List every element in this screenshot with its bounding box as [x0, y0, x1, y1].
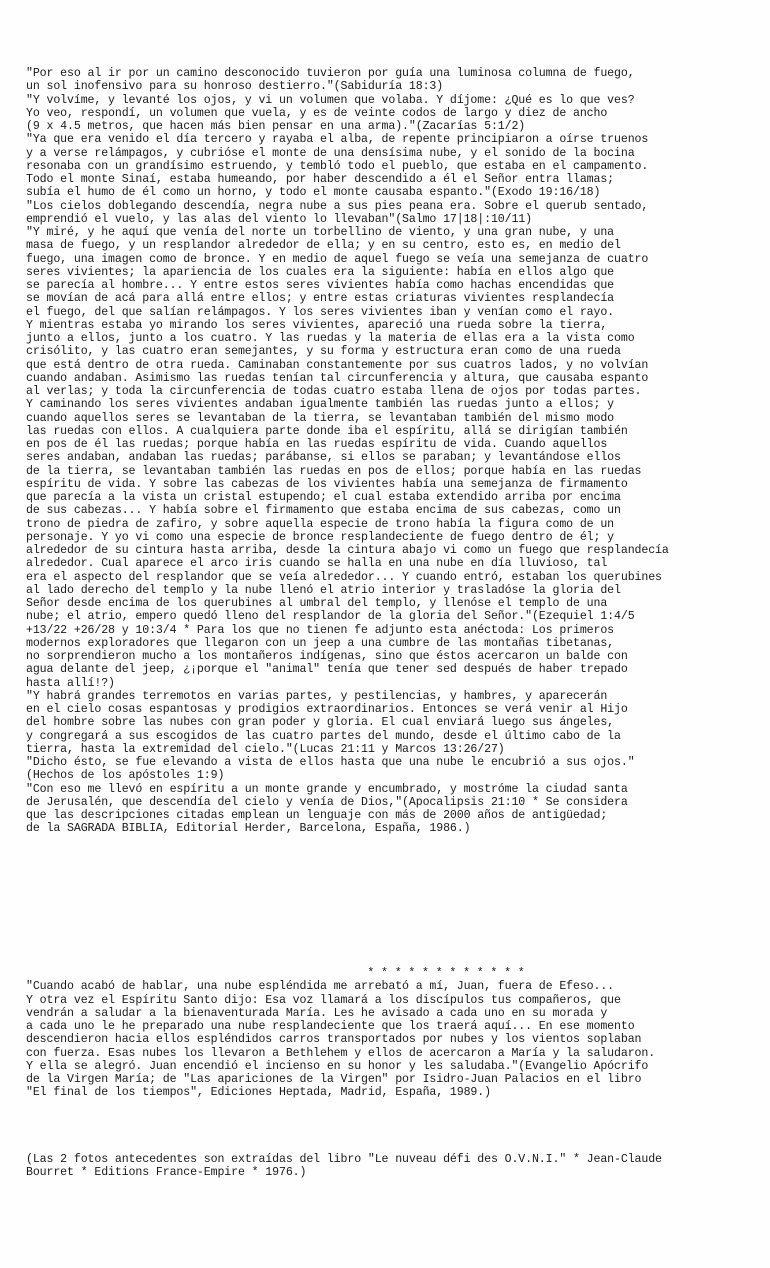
text-line: se movían de acá para allá entre ellos; y entre estas criaturas vivientes resplandecía	[26, 292, 615, 306]
text-line: tierra, hasta la extremidad del cielo."(Lucas 21:11 y Marcos 13:26/27)	[26, 742, 505, 756]
text-line: un sol inofensivo para su honroso destierro."(Sabiduría 18:3)	[26, 80, 444, 94]
text-line: Bourret * Editions France-Empire * 1976.)	[26, 1166, 307, 1180]
text-line: "Dicho ésto, se fue elevando a vista de ellos hasta que una nube le encubrió a sus ojos."	[26, 756, 635, 769]
text-line: cuando aquellos seres se levantaban de la tierra, se levantaban también del mismo modo	[26, 411, 615, 425]
text-line: se parecía al hombre... Y entre estos seres vivientes había como hachas encendidas que	[26, 279, 615, 292]
text-line: al lado derecho del templo y la nube llenó el atrio interior y trasladóse la gloria del	[26, 583, 621, 597]
text-line: emprendió el vuelo, y las alas del viento lo llevaban"(Salmo 17|18|:10/11)	[26, 212, 532, 226]
text-line: vendrán a saludar a la bienaventurada María. Les he avisado a cada uno en su morada y	[26, 1006, 608, 1020]
scripture-quotations	[26, 67, 726, 836]
text-line: a cada uno le he preparado una nube resplandeciente que los traerá aquí... En ese momento	[26, 1020, 635, 1033]
text-line: "Los cielos doblegando descendía, negra nube a sus pies peana era. Sobre el querub sentado,	[26, 199, 649, 213]
text-line: (9 x 4.5 metros, que hacen más bien pensar en una arma)."(Zacarías 5:1/2)	[26, 120, 526, 133]
text-line: Yo veo, respondí, un volumen que vuela, y es de veinte codos de largo y diez de ancho	[26, 106, 608, 120]
text-line: era el aspecto del resplandor que se veía alrededor... Y cuando entró, estaban los querubines	[26, 570, 662, 584]
text-line: alrededor. Cual aparece el arco iris cuando se halla en una nube en día lluvioso, tal	[26, 557, 608, 571]
text-line: de sus cabezas... Y había sobre el firmamento que estaba encima de sus cabezas, como un	[26, 504, 621, 518]
text-line: de Jerusalén, que descendía del cielo y venía de Dios,"(Apocalipsis 21:10 * Se considera	[26, 795, 628, 809]
text-line: de la Virgen María; de "Las apariciones de la Virgen" por Isidro-Juan Palacios en el libro	[26, 1073, 642, 1086]
text-line: de la tierra, se levantaban también las ruedas en pos de ellos; porque había en las ruedas	[26, 464, 642, 478]
text-line: no sorprendieron mucho a los montañeros indígenas, sino que éstos acercaron un balde con	[26, 650, 628, 663]
text-line: Y otra vez el Espíritu Santo dijo: Esa voz llamará a los discípulos tus compañeros, que	[26, 993, 621, 1007]
text-line: que parecía a la vista un cristal estupendo; el cual estaba extendido arriba por encima	[26, 491, 621, 504]
text-line: Y mientras estaba yo mirando los seres vivientes, apareció una rueda sobre la tierra,	[26, 318, 608, 332]
text-line: resonaba con un grandísimo estruendo, y tembló todo el pueblo, que estaba en el campamento.	[26, 159, 649, 173]
text-line: "Cuando acabó de hablar, una nube espléndida me arrebató a mí, Juan, fuera de Efeso...	[26, 980, 615, 994]
separator-stars: * * * * * * * * * * * *	[367, 967, 525, 980]
text-line: (Las 2 fotos antecedentes son extraídas del libro "Le nuveau défi des O.V.N.I." * Jean-Claude	[26, 1153, 662, 1166]
text-line: Todo el monte Sinaí, estaba humeando, por haber descendido a él el Señor entra llamas;	[26, 173, 615, 186]
text-line: que está dentro de otra rueda. Caminaban constantemente por sus cuatros lados, y no volvían	[26, 358, 649, 372]
text-line: del hombre sobre las nubes con gran poder y gloria. El cual enviará luego sus ángeles,	[26, 716, 615, 730]
text-line: cuando andaban. Asimismo las ruedas tenían tal circunferencia y altura, que causaba espanto	[26, 371, 649, 385]
text-line: subía el humo de él como un horno, y todo el monte causaba espanto."(Exodo 19:16/18)	[26, 186, 601, 200]
text-line: personaje. Y yo vi como una especie de bronce resplandeciente de fuego dentro de él; y	[26, 530, 615, 544]
text-line: "Y habrá grandes terremotos en varias partes, y pestilencias, y hambres, y aparecerán	[26, 689, 608, 703]
text-line: modernos exploradores que llegaron con un jeep a una cumbre de las montañas tibetanas,	[26, 636, 615, 650]
text-line: "Con eso me llevó en espíritu a un monte grande y encumbrado, y mostróme la ciudad santa	[26, 782, 628, 796]
text-line: nube; el atrio, empero quedó lleno del resplandor de la gloria del Señor."(Ezequiel 1:4/5	[26, 610, 635, 624]
text-line: "Y miré, y he aquí que venía del norte un torbellino de viento, y una gran nube, y una	[26, 226, 615, 239]
photo-source-note	[26, 1153, 726, 1180]
text-line: Y caminando los seres vivientes andaban igualmente también las ruedas junto a ellos; y	[26, 398, 615, 412]
text-line: y a verse relámpagos, y cubrióse el monte de una densísima nube, y el sonido de la bocina	[26, 146, 635, 160]
text-line: descendieron hacia ellos espléndidos carros transportados por nubes y los vientos soplaban	[26, 1033, 642, 1047]
text-line: seres vivientes; la apariencia de los cuales era la siguiente: había en ellos algo que	[26, 265, 615, 279]
text-line: seres andaban, andaban las ruedas; parábanse, si ellos se paraban; y levantándose ellos	[26, 451, 621, 465]
text-line: crisólito, y las cuatro eran semejantes, y su forma y estructura eran como de una rueda	[26, 345, 621, 359]
text-line: masa de fuego, y un resplandor alrededor de ella; y en su centro, esto es, en medio del	[26, 239, 621, 253]
text-line: en el cielo cosas espantosas y prodigios extraordinarios. Entonces se verá venir al Hijo	[26, 703, 628, 716]
text-line: Y ella se alegró. Juan encendió el incienso en su honor y les saludaba."(Evangelio Apócrifo	[26, 1059, 649, 1073]
text-line: con fuerza. Esas nubes los llevaron a Bethlehem y ellos de acercaron a María y la saludaron.	[26, 1046, 656, 1060]
text-line: "Por eso al ir por un camino desconocido tuvieron por guía una luminosa columna de fuego,	[26, 67, 635, 80]
text-line: que las descripciones citadas emplean un lenguaje con más de 2000 años de antigüedad;	[26, 809, 608, 822]
text-line: trono de piedra de zafiro, y sobre aquella especie de trono había la figura como de un	[26, 517, 615, 531]
text-line: Señor desde encima de los querubines al umbral del templo, y llenóse el templo de una	[26, 597, 608, 610]
text-line: de la SAGRADA BIBLIA, Editorial Herder, Barcelona, España, 1986.)	[26, 822, 471, 836]
text-line: espíritu de vida. Y sobre las cabezas de los vivientes había una semejanza de firmamento	[26, 477, 628, 491]
apocryphal-quotation	[26, 967, 726, 1100]
text-line: +13/22 +26/28 y 10:3/4 * Para los que no tienen fe adjunto esta anéctoda: Los primeros	[26, 623, 615, 637]
text-line: las ruedas con ellos. A cualquiera parte donde iba el espíritu, allá se dirigían también	[26, 424, 628, 438]
text-line: "Y volvíme, y levanté los ojos, y vi un volumen que volaba. Y díjome: ¿Qué es lo que ves?	[26, 93, 635, 107]
text-line: "Ya que era venido el día tercero y rayaba el alba, de repente principiaron a oírse truenos	[26, 133, 649, 147]
text-line: "El final de los tiempos", Ediciones Heptada, Madrid, España, 1989.)	[26, 1086, 491, 1100]
text-line: al verlas; y toda la circunferencia de todas cuatro estaba llena de ojos por todas partes.	[26, 385, 642, 398]
text-line: (Hechos de los apóstoles 1:9)	[26, 769, 225, 783]
text-line: agua delante del jeep, ¿¡porque el "animal" tenía que tener sed después de haber trepado	[26, 663, 628, 677]
text-line: fuego, una imagen como de bronce. Y en medio de aquel fuego se veía una semejanza de cuatro	[26, 252, 649, 266]
text-line: en pos de él las ruedas; porque había en las ruedas espíritu de vida. Cuando aquellos	[26, 438, 608, 451]
text-line: hasta allí!?)	[26, 676, 115, 690]
text-line: junto a ellos, junto a los cuatro. Y las ruedas y la materia de ellas era a la vista como	[26, 332, 635, 345]
text-line: el fuego, del que salían relámpagos. Y los seres vivientes iban y venían como el rayo.	[26, 305, 615, 319]
text-line: y congregará a sus escogidos de las cuatro partes del mundo, desde el último cabo de la	[26, 729, 621, 743]
text-line: alrededor de su cintura hasta arriba, desde la cintura abajo vi como un fuego que resplandecía	[26, 544, 669, 557]
